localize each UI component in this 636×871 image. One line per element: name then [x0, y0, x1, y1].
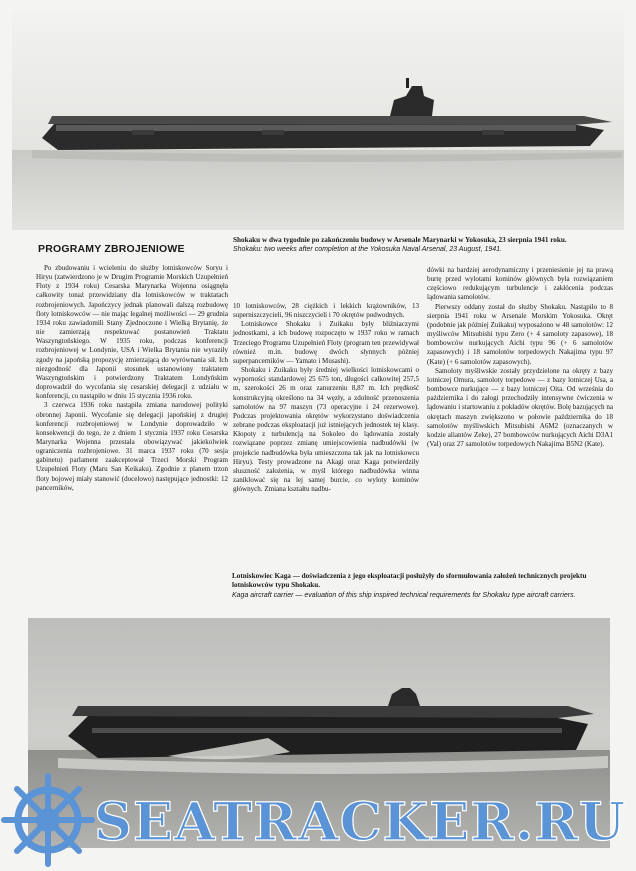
col3-paragraph-3: Samoloty myśliwskie zostały przydzielone na okręty z bazy lotniczej Omura, samoloty torpedowe — z bazy lotniczej Usa, a bombowce nurkujące — z bazy lotniczej Oita. Od września do października i do załogi przechodziły intensywne ćwiczenia w lądowaniu i startowaniu z pokładów okrętów. Bolę bazujących na okrętach maszyn zwiększono w połowie października do 18 samolotów myśliwskich Mitsubishi A6M2 (oznaczanych w kodzie aliantów Zeke), 27 bombowców nurkujących Aichi D3A1 (Val) oraz 27 samolotów torpedowych Nakajima B5N2 (Kate). — [427, 366, 613, 448]
caption-shokaku-en: Shokaku: two weeks after completion at the Yokosuka Naval Arsenal, 23 August, 1941. — [233, 246, 503, 254]
photo-shokaku — [12, 12, 624, 230]
col1-paragraph-1: Po zbudowaniu i wcieleniu do służby lotniskowców Soryu i Hiryu (zatwierdzono je w Drugim Programie Morskich Uzupełnień Floty z 1934 roku) Cesarska Marynarka Wojenna osiągnęła całkowity tonaż przewidziany dla lotniskowców w traktatach rozbrojeniowych. Japończycy jednak planowali dalszą rozbudowę floty lotniskowców — nie mając legalnej możliwości — 29 grudnia 1934 roku zawiadomili Stany Zjednoczone i Wielką Brytanię, że nie zamierzają respektować postanowień Traktatu Waszyngtońskiego. W 1935 roku, podczas konferencji rozbrojeniowej w Londynie, USA i Wielka Brytania nie wyraziły zgody na japońską propozycję zmierzającą do wyrównania sił. Ich niezgodność dla Japonii stosunek ustanowiony traktatem Waszyngtońskim i potwierdzony Traktatem Londyńskim doprowadził do wycofania się cesarskiej delegacji z udziału w konferencji, co nastąpiło w dniu 15 stycznia 1936 roku. — [36, 264, 228, 401]
article-column-1 — [36, 264, 228, 616]
caption-shokaku — [233, 236, 599, 255]
article-heading: PROGRAMY ZBROJENIOWE — [38, 243, 185, 255]
col3-paragraph-1: dówki na bardziej aerodynamiczny i przeniesienie jej na prawą burtę przed wylotami kominów głównych była rozwiązaniem częściowo redukującym turbulencje i zakłócenia podczas lądowania samolotów. — [427, 266, 613, 302]
ship-wheel-icon — [4, 776, 92, 864]
caption-kaga-pl: Lotniskowiec Kaga — doświadczenia z jego eksploatacji posłużyły do sformułowania założeń technicznych projektu lotniskowców typu Shokaku. — [232, 572, 587, 590]
caption-kaga — [232, 572, 612, 600]
watermark — [2, 774, 634, 866]
caption-shokaku-pl: Shokaku w dwa tygodnie po zakończeniu budowy w Arsenale Marynarki w Yokosuka, 23 sierpnia 1941 roku. — [233, 236, 567, 244]
caption-kaga-en: Kaga aircraft carrier — evaluation of this ship inspired technical requirements for Shokaku type aircraft carriers. — [232, 591, 576, 599]
col2-paragraph-2: Lotniskowce Shokaku i Zuikaku były bliźniaczymi jednostkami, a ich budowę rozpoczęto w 1937 roku w ramach Trzeciego Programu Uzupełnień Floty (program ten przewidywał również m.in. budowę dwóch słynnych później superpancerników — Yamato i Musashi). — [233, 320, 419, 365]
col3-paragraph-2: Pierwszy oddany został do służby Shokaku. Nastąpiło to 8 sierpnia 1941 roku w Arsenale Morskim Yokosuka. Okręt (podobnie jak później Zuikaku) wyposażono w 48 samolotów: 12 myśliwców Mitsubishi typu Zero (+ 4 samoloty zapasowe), 18 bombowców nurkujących Aichi typu 96 (+ 6 samolotów zapasowych) i 18 samolotów torpedowych Nakajima typu 97 (Kate) (+ 6 samolotów zapasowych). — [427, 302, 613, 366]
watermark-text: SEATRACKER.RU — [94, 792, 626, 853]
col1-paragraph-2: 3 czerwca 1936 roku nastąpiła zmiana narodowej polityki obronnej Japonii. Wycofanie się delegacji japońskiej z drugiej konferencji rozbrojeniowej w Londynie doprowadziło w konsekwencji do tego, że z dniem 1 stycznia 1937 roku Cesarska Marynarka Wojenna przestała obowiązywać jakiekolwiek ograniczenia rozbrojeniowe. 31 marca 1937 roku (70 sesja gabinetu) parlament zaakceptował Trzeci Morski Program Uzupełnień Floty (Maru San Keikaku). Zgodnie z planem trzon floty bojowej miały stanowić (docelowo) następujące jednostki: 12 pancerników, — [36, 401, 228, 492]
col2-paragraph-1: 10 lotniskowców, 28 ciężkich i lekkich krążowników, 13 superniszczycieli, 96 niszczycieli i 70 okrętów podwodnych. — [233, 302, 419, 320]
article-column-3 — [427, 266, 613, 566]
col2-paragraph-3: Shokaku i Zuikaku były średniej wielkości lotniskowcami o wyporności standardowej 25 675 ton, długości całkowitej 257,5 m, szerokości 26 m oraz zanurzeniu 8,87 m. Ich prędkość konstrukcyjną określono na 34 węzły, a zdolność przenoszenia samolotów na 97 maszyn (73 operacyjne i 24 rezerwowe). Podczas projektowania okrętów wykorzystano doświadczenia zebrane podczas eksploatacji już istniejących jednostek tej klasy. Kłopoty z turbulencją na Sokoleo do lądowania zostały rozwiązane poprzez zmianę umiejscowienia nadbudówki (w projekcie nadbudówka była umieszczona tak jak na lotniskowcu Hiryu). Testy prowadzone na Akagi oraz Kaga potwierdziły słuszność założenia, w myśl którego nadbudówka winna zaniklować się na lej samej burcie, co wyloty kominów głównych. Zmiana kształtu nadbu- — [233, 366, 419, 494]
article-column-2 — [233, 302, 419, 570]
